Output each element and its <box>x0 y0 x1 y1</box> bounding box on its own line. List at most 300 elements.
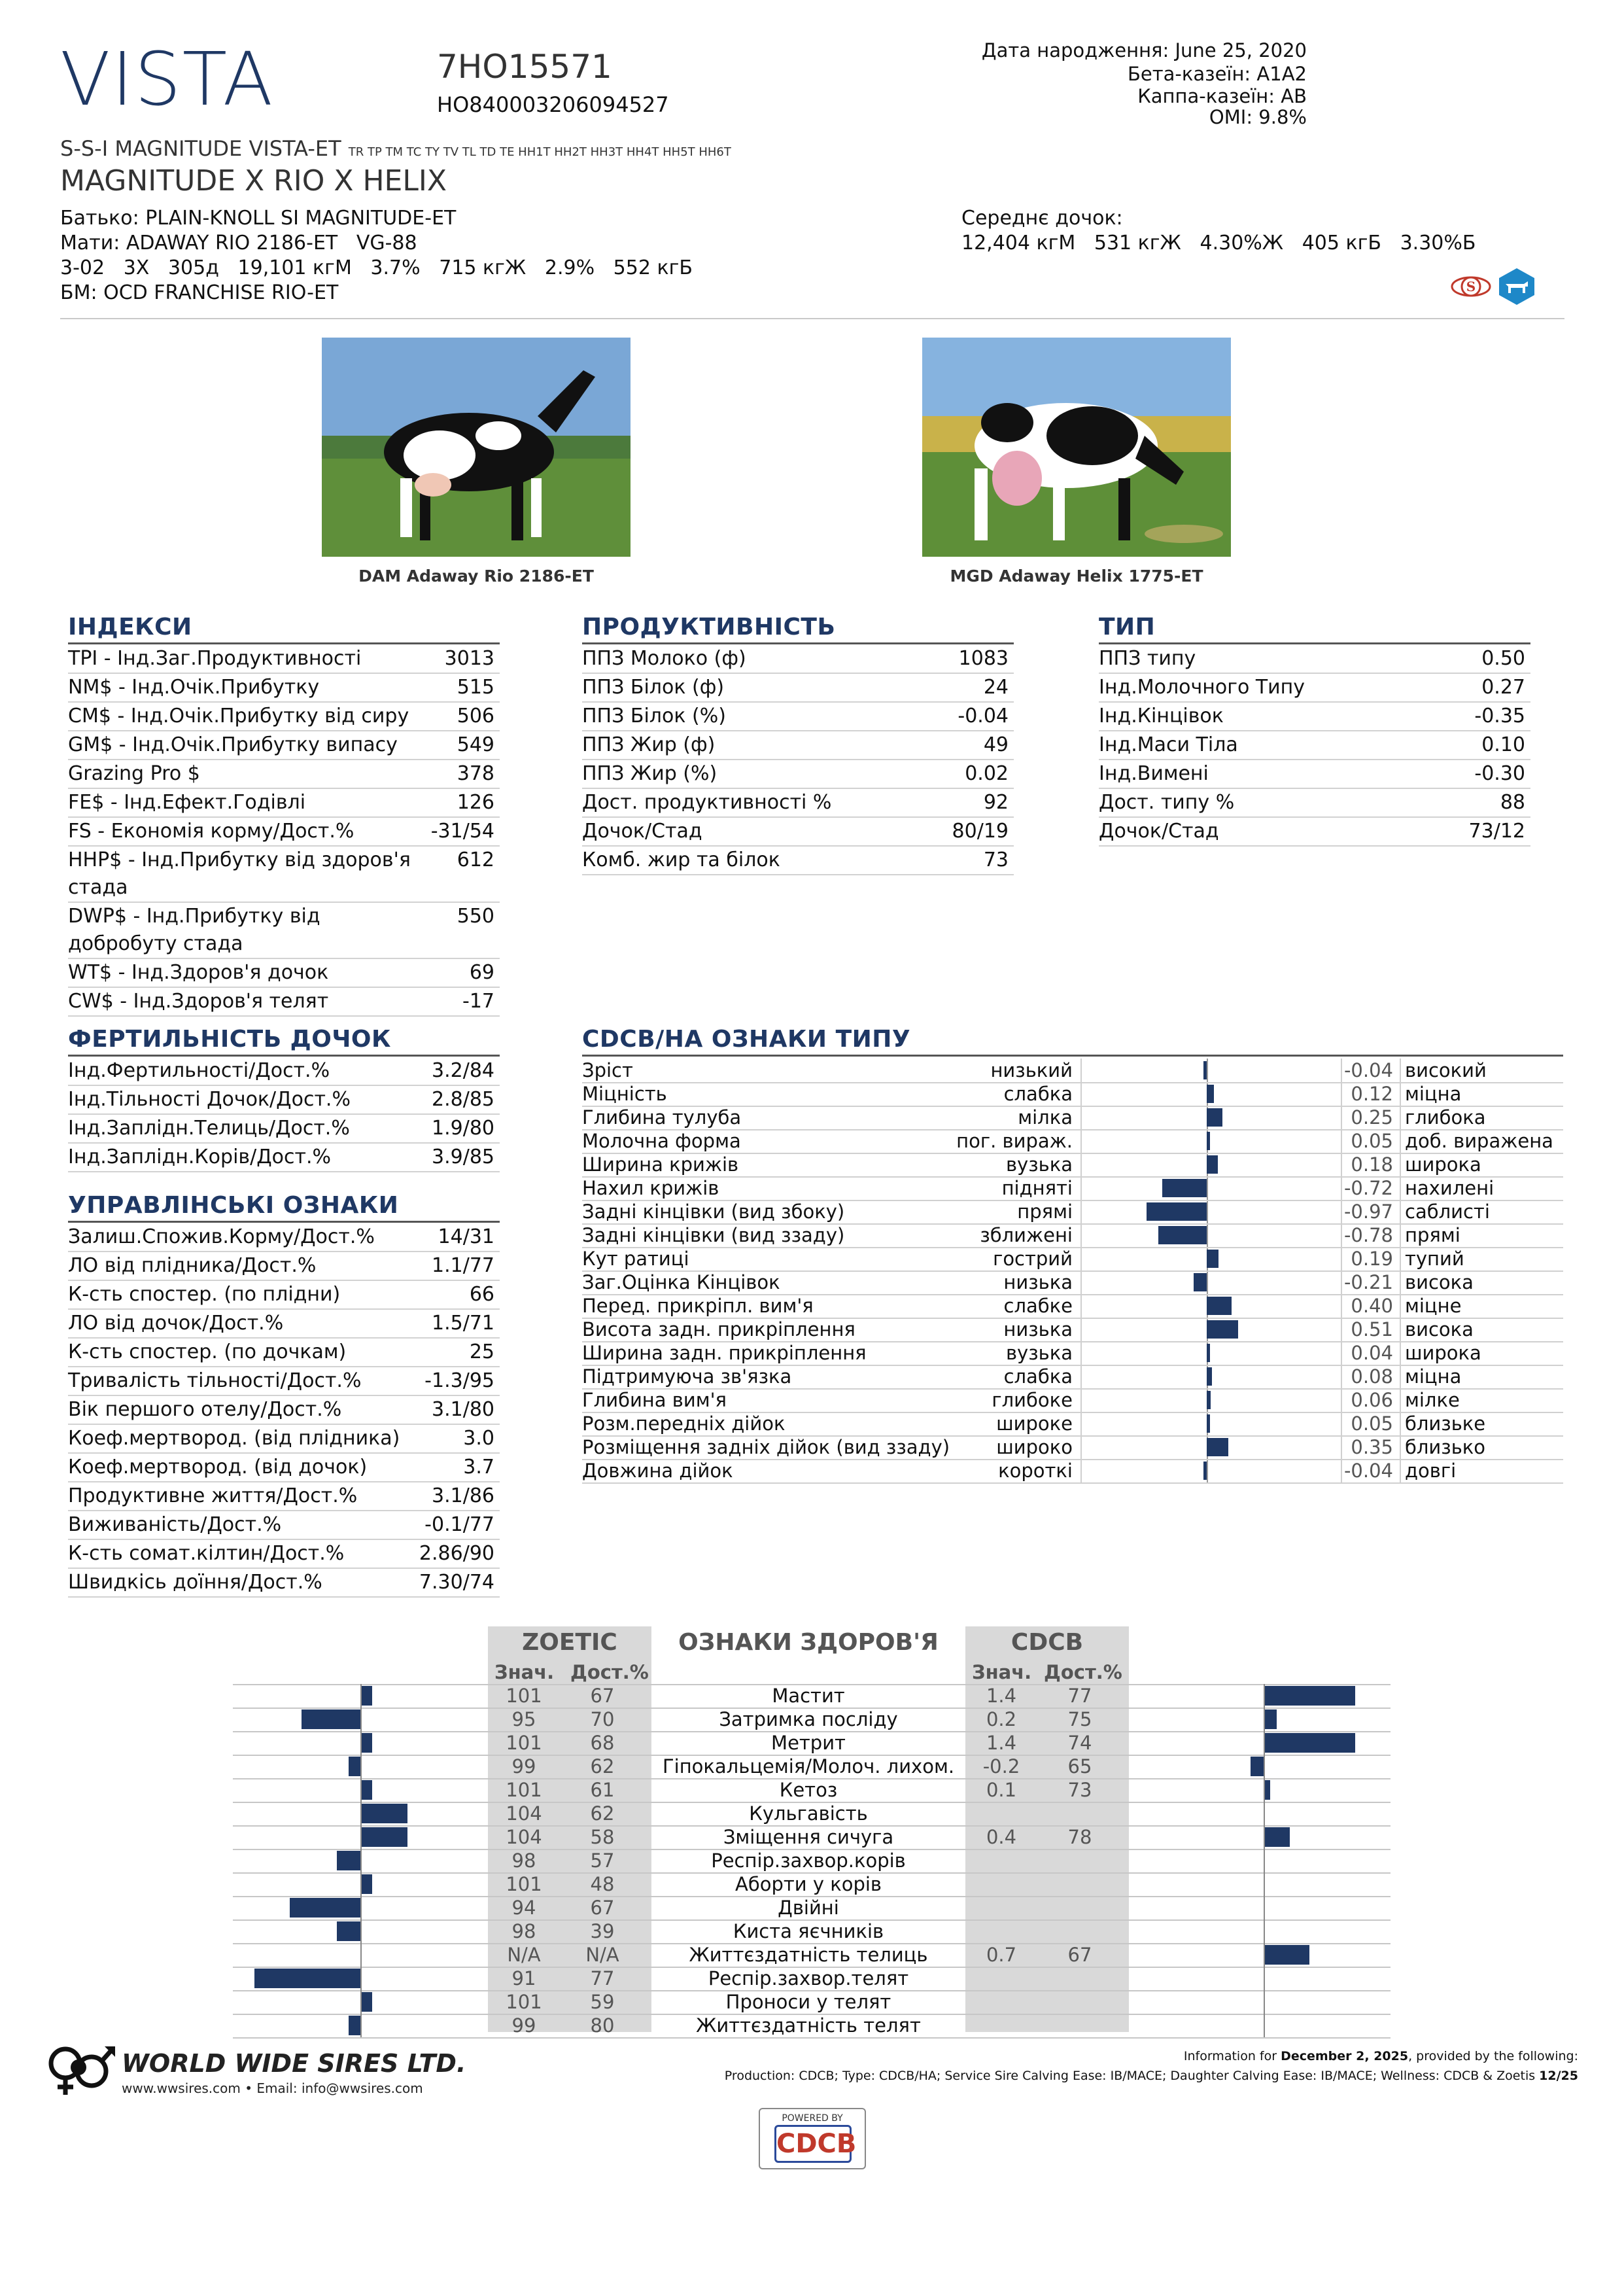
production-value: 24 <box>983 676 1009 699</box>
health-row <box>233 1872 1391 1897</box>
type-summary-value: -0.35 <box>1474 705 1525 727</box>
trait-high-label: висока <box>1405 1271 1474 1293</box>
zoetis-rel: 80 <box>590 2014 615 2037</box>
health-header-row <box>233 1660 1391 1685</box>
trait-high-label: довгі <box>1405 1460 1457 1482</box>
trait-high-label: мілке <box>1405 1389 1460 1411</box>
management-value: 3.1/80 <box>432 1398 494 1421</box>
type-traits-title: CDCB/НА ОЗНАКИ ТИПУ <box>582 1026 911 1053</box>
index-value: -17 <box>462 990 494 1013</box>
trait-value: -0.78 <box>1343 1224 1393 1246</box>
type-summary-row <box>1099 760 1530 789</box>
production-label: ППЗ Білок (%) <box>582 705 726 727</box>
index-label: CM$ - Інд.Очік.Прибутку від сиру <box>68 705 409 727</box>
trait-high-label: висока <box>1405 1318 1474 1340</box>
trait-low-label: вузька <box>1005 1153 1073 1176</box>
trait-high-label: високий <box>1405 1059 1487 1081</box>
health-title: ОЗНАКИ ЗДОРОВ'Я <box>678 1629 939 1656</box>
type-summary-label: Дочок/Стад <box>1099 820 1219 843</box>
cdcb-rel: 75 <box>1067 1708 1092 1730</box>
trait-value: 0.51 <box>1351 1318 1393 1340</box>
production-value: -0.04 <box>958 705 1009 727</box>
index-row <box>68 903 500 959</box>
type-summary-row <box>1099 645 1530 674</box>
trait-bar <box>1207 1085 1214 1103</box>
trait-low-label: зближені <box>980 1224 1073 1246</box>
production-label: ППЗ Жир (ф) <box>582 733 716 756</box>
zoetis-value: 98 <box>511 1920 536 1942</box>
type-summary-row <box>1099 731 1530 760</box>
trait-name: Заг.Оцінка Кінцівок <box>582 1271 780 1293</box>
dam-photo-caption: DAM Adaway Rio 2186-ET <box>358 567 594 586</box>
management-label: ЛО від дочок/Дост.% <box>68 1312 284 1335</box>
zoetis-bar <box>337 1851 360 1870</box>
zoetis-bar <box>360 1827 407 1847</box>
trait-value: 0.19 <box>1351 1248 1393 1270</box>
health-trait-name: Метрит <box>771 1732 846 1754</box>
health-row <box>233 1755 1391 1779</box>
management-value: 3.0 <box>463 1427 494 1450</box>
cdcb-bar <box>1264 1945 1309 1965</box>
dam-photo <box>322 338 631 557</box>
registration-number: HO840003206094527 <box>437 92 669 117</box>
type-summary-label: Дост. типу % <box>1099 791 1235 814</box>
index-value: 612 <box>457 849 494 871</box>
cdcb-bar <box>1251 1757 1264 1776</box>
info-prefix: Information for <box>1183 2049 1281 2063</box>
production-value: 0.02 <box>965 762 1009 785</box>
fertility-row <box>68 1057 500 1086</box>
zoetis-rel: N/A <box>585 1944 619 1966</box>
zoetis-value: N/A <box>507 1944 541 1966</box>
bull-code: 7HO15571 <box>437 48 612 86</box>
zoetis-value: 101 <box>506 1685 542 1707</box>
zoetis-value: 101 <box>506 1732 542 1754</box>
production-row <box>582 645 1014 674</box>
info-code: 12/25 <box>1539 2069 1578 2083</box>
trait-name: Ширина задн. прикріплення <box>582 1342 867 1364</box>
health-trait-name: Кульгавість <box>749 1802 868 1825</box>
type-trait-row <box>582 1200 1563 1225</box>
cdcb-value: 0.1 <box>986 1779 1017 1801</box>
index-row <box>68 731 500 760</box>
management-value: 1.5/71 <box>432 1312 494 1335</box>
trait-bar <box>1207 1391 1211 1409</box>
health-trait-name: Життєздатність телиць <box>689 1944 928 1966</box>
trait-bar <box>1203 1061 1207 1079</box>
management-label: Коеф.мертвород. (від плідника) <box>68 1427 400 1450</box>
management-row <box>68 1511 500 1540</box>
zoetis-bar <box>360 1874 372 1894</box>
production-label: ППЗ Жир (%) <box>582 762 717 785</box>
cdcb-rel: 77 <box>1067 1685 1092 1707</box>
production-value: 1083 <box>958 647 1009 670</box>
cdcb-rel: 67 <box>1067 1944 1092 1966</box>
management-value: 1.1/77 <box>432 1254 494 1277</box>
full-name: S-S-I MAGNITUDE VISTA-ET <box>60 136 341 161</box>
trait-value: 0.18 <box>1351 1153 1393 1176</box>
type-summary-value: 0.10 <box>1481 733 1525 756</box>
trait-low-label: широке <box>996 1412 1073 1435</box>
trait-bar <box>1207 1108 1222 1127</box>
cdcb-bar <box>1264 1733 1355 1753</box>
zoetis-value: 94 <box>511 1897 536 1919</box>
zoetis-rel: 67 <box>590 1897 615 1919</box>
mgd-line: БМ: OCD FRANCHISE RIO-ET <box>60 281 339 304</box>
pedigree: MAGNITUDE X RIO X HELIX <box>60 164 447 198</box>
index-row <box>68 789 500 818</box>
trait-bar <box>1207 1297 1232 1315</box>
zoetis-bar <box>360 1686 372 1706</box>
type-trait-row <box>582 1106 1563 1130</box>
index-row <box>68 645 500 674</box>
type-summary-row <box>1099 789 1530 818</box>
production-row <box>582 703 1014 731</box>
zoetis-bar <box>360 1804 407 1823</box>
index-label: HHP$ - Інд.Прибутку від здоров'я стада <box>68 849 411 899</box>
trait-high-label: доб. виражена <box>1405 1130 1553 1152</box>
type-trait-row <box>582 1341 1563 1366</box>
zoetis-bar <box>360 1733 372 1753</box>
cdcb-logo-text: CDCB <box>774 2125 852 2163</box>
trait-bar <box>1207 1414 1210 1433</box>
index-label: Grazing Pro $ <box>68 762 200 785</box>
management-label: К-сть сомат.кілтин/Дост.% <box>68 1542 345 1565</box>
type-trait-row <box>582 1059 1563 1083</box>
trait-bar <box>1207 1132 1210 1150</box>
cdcb-bar <box>1264 1827 1290 1847</box>
trait-value: 0.06 <box>1351 1389 1393 1411</box>
health-row <box>233 1825 1391 1850</box>
management-row <box>68 1223 500 1252</box>
type-trait-row <box>582 1247 1563 1272</box>
zoetis-rel: 57 <box>590 1849 615 1872</box>
type-summary-row <box>1099 818 1530 847</box>
trait-name: Задні кінцівки (вид збоку) <box>582 1200 845 1223</box>
trait-high-label: глибока <box>1405 1106 1486 1129</box>
index-value: 515 <box>457 676 494 699</box>
zoetis-rel-header: Дост.% <box>570 1661 649 1683</box>
health-row <box>233 1778 1391 1803</box>
zoetis-value: 104 <box>506 1802 542 1825</box>
trait-name: Зріст <box>582 1059 633 1081</box>
health-row <box>233 1684 1391 1709</box>
trait-high-label: нахилені <box>1405 1177 1494 1199</box>
zoetis-bar <box>349 2016 360 2035</box>
production-row <box>582 789 1014 818</box>
trait-value: 0.04 <box>1351 1342 1393 1364</box>
zoetis-value: 101 <box>506 1779 542 1801</box>
zoetis-rel: 39 <box>590 1920 615 1942</box>
index-label: DWP$ - Інд.Прибутку від добробуту стада <box>68 905 320 955</box>
management-label: Вік першого отелу/Дост.% <box>68 1398 342 1421</box>
management-value: 3.1/86 <box>432 1484 494 1507</box>
cdcb-title: CDCB <box>1011 1629 1084 1656</box>
trait-low-label: слабка <box>1003 1365 1073 1388</box>
info-suffix: , provided by the following: <box>1408 2049 1578 2063</box>
trait-name: Молочна форма <box>582 1130 741 1152</box>
cdcb-rel-header: Дост.% <box>1044 1661 1122 1683</box>
trait-low-label: низька <box>1003 1271 1073 1293</box>
management-row <box>68 1540 500 1569</box>
production-label: Дост. продуктивності % <box>582 791 832 814</box>
trait-bar <box>1207 1320 1238 1339</box>
daughters-avg-values: 12,404 кгМ 531 кгЖ 4.30%Ж 405 кгБ 3.30%Б <box>961 232 1476 254</box>
trait-high-label: близько <box>1405 1436 1486 1458</box>
fertility-row <box>68 1115 500 1144</box>
trait-value: 0.25 <box>1351 1106 1393 1129</box>
fertility-label: Інд.Заплідн.Телиць/Дост.% <box>68 1117 350 1140</box>
management-row <box>68 1367 500 1396</box>
cdcb-bar <box>1264 1709 1277 1729</box>
trait-value: 0.08 <box>1351 1365 1393 1388</box>
management-row <box>68 1569 500 1598</box>
zoetis-bar <box>254 1969 360 1988</box>
management-value: 66 <box>469 1283 494 1306</box>
trait-name: Ширина крижів <box>582 1153 739 1176</box>
production-row <box>582 674 1014 703</box>
management-value: 25 <box>469 1340 494 1363</box>
cdcb-powered-logo <box>759 2108 866 2169</box>
trait-low-label: вузька <box>1005 1342 1073 1364</box>
production-value: 80/19 <box>952 820 1009 843</box>
index-value: 3013 <box>444 647 494 670</box>
zoetis-rel: 62 <box>590 1802 615 1825</box>
index-title: ІНДЕКСИ <box>68 614 192 640</box>
cdcb-rel: 78 <box>1067 1826 1092 1848</box>
trait-name: Кут ратиці <box>582 1248 689 1270</box>
zoetis-value: 101 <box>506 1991 542 2013</box>
trait-value: -0.72 <box>1343 1177 1393 1199</box>
trait-high-label: міцна <box>1405 1365 1462 1388</box>
trait-codes: TR TP TM TC TY TV TL TD TE HH1T HH2T HH3T HH4T HH5T HH6T <box>348 145 731 159</box>
trait-name: Глибина тулуба <box>582 1106 742 1129</box>
health-trait-name: Зміщення сичуга <box>723 1826 894 1848</box>
bull-name: VISTA <box>60 37 275 122</box>
select-sires-logo <box>1451 268 1491 305</box>
health-row <box>233 1802 1391 1827</box>
trait-value: -0.97 <box>1343 1200 1393 1223</box>
management-label: ЛО від плідника/Дост.% <box>68 1254 317 1277</box>
trait-value: 0.12 <box>1351 1083 1393 1105</box>
cdcb-bar <box>1264 1686 1355 1706</box>
type-summary-label: Інд.Молочного Типу <box>1099 676 1305 699</box>
cdcb-value: 0.4 <box>986 1826 1017 1848</box>
trait-low-label: глибоке <box>992 1389 1073 1411</box>
fertility-title: ФЕРТИЛЬНІСТЬ ДОЧОК <box>68 1026 391 1053</box>
type-trait-row <box>582 1153 1563 1178</box>
zoetis-value: 104 <box>506 1826 542 1848</box>
fertility-value: 3.9/85 <box>432 1146 494 1168</box>
index-row <box>68 847 500 903</box>
index-row <box>68 760 500 789</box>
health-trait-name: Проноси у телят <box>725 1991 891 2013</box>
trait-low-label: короткі <box>998 1460 1073 1482</box>
health-row <box>233 1943 1391 1968</box>
cdcb-rel: 74 <box>1067 1732 1092 1754</box>
trait-high-label: міцна <box>1405 1083 1462 1105</box>
trait-name: Розміщення задніх дійок (вид ззаду) <box>582 1436 950 1458</box>
health-trait-name: Мастит <box>772 1685 845 1707</box>
trait-bar <box>1207 1250 1218 1268</box>
trait-high-label: широка <box>1405 1153 1481 1176</box>
trait-low-label: слабка <box>1003 1083 1073 1105</box>
zoetis-rel: 59 <box>590 1991 615 2013</box>
management-label: Залиш.Спожив.Корму/Дост.% <box>68 1225 375 1248</box>
type-summary-row <box>1099 674 1530 703</box>
trait-bar <box>1203 1462 1207 1480</box>
health-row <box>233 1849 1391 1874</box>
zoetis-bar <box>349 1757 360 1776</box>
svg-text:S: S <box>1466 279 1476 294</box>
full-name-line <box>60 136 731 161</box>
health-row <box>233 1731 1391 1756</box>
production-label: Комб. жир та білок <box>582 849 780 871</box>
index-row <box>68 818 500 847</box>
management-row <box>68 1339 500 1367</box>
management-label: К-сть спостер. (по дочкам) <box>68 1340 347 1363</box>
trait-name: Підтримуюча зв'язка <box>582 1365 792 1388</box>
production-label: Дочок/Стад <box>582 820 702 843</box>
cdcb-value: 0.7 <box>986 1944 1017 1966</box>
kappa-casein: Каппа-казеїн: AB <box>1137 85 1307 107</box>
production-label: ППЗ Молоко (ф) <box>582 647 746 670</box>
management-value: 14/31 <box>438 1225 494 1248</box>
production-row <box>582 818 1014 847</box>
index-value: -31/54 <box>430 820 494 843</box>
trait-value: -0.04 <box>1343 1059 1393 1081</box>
cdcb-rel: 73 <box>1067 1779 1092 1801</box>
trait-low-label: слабке <box>1003 1295 1073 1317</box>
production-label: ППЗ Білок (ф) <box>582 676 725 699</box>
management-value: 2.86/90 <box>419 1542 494 1565</box>
management-label: Виживаність/Дост.% <box>68 1513 282 1536</box>
trait-name: Задні кінцівки (вид ззаду) <box>582 1224 845 1246</box>
trait-name: Висота задн. прикріплення <box>582 1318 855 1340</box>
trait-low-label: гострий <box>993 1248 1073 1270</box>
type-summary-value: 0.50 <box>1481 647 1525 670</box>
management-value: 3.7 <box>463 1456 494 1479</box>
omi: OMI: 9.8% <box>1209 106 1307 128</box>
trait-bar <box>1207 1438 1228 1456</box>
management-row <box>68 1252 500 1281</box>
trait-low-label: низька <box>1003 1318 1073 1340</box>
fertility-value: 3.2/84 <box>432 1059 494 1082</box>
cow-badge-icon <box>1496 267 1537 306</box>
management-label: Продуктивне життя/Дост.% <box>68 1484 358 1507</box>
cdcb-value-header: Знач. <box>972 1661 1032 1683</box>
info-sources: Production: CDCB; Type: CDCB/HA; Service Sire Calving Ease: IB/MACE; Daughter Calving Ease: IB/MACE; Wellness: CDCB & Zoetis <box>724 2069 1536 2083</box>
type-summary-label: Інд.Маси Тіла <box>1099 733 1238 756</box>
health-trait-name: Респір.захвор.телят <box>708 1967 909 1989</box>
index-row <box>68 674 500 703</box>
trait-value: 0.05 <box>1351 1130 1393 1152</box>
type-trait-row <box>582 1129 1563 1154</box>
type-trait-row <box>582 1365 1563 1390</box>
health-row <box>233 1896 1391 1921</box>
type-summary-value: 73/12 <box>1468 820 1525 843</box>
type-trait-row <box>582 1082 1563 1107</box>
management-value: -0.1/77 <box>424 1513 494 1536</box>
management-row <box>68 1425 500 1454</box>
health-row <box>233 1708 1391 1732</box>
index-label: TPI - Інд.Заг.Продуктивності <box>68 647 362 670</box>
cdcb-value: -0.2 <box>982 1755 1020 1778</box>
trait-low-label: пог. вираж. <box>956 1130 1073 1152</box>
management-label: Тривалість тільності/Дост.% <box>68 1369 362 1392</box>
type-trait-row <box>582 1459 1563 1484</box>
trait-low-label: низький <box>990 1059 1073 1081</box>
info-date: December 2, 2025 <box>1281 2049 1409 2063</box>
management-row <box>68 1281 500 1310</box>
zoetis-rel: 67 <box>590 1685 615 1707</box>
type-trait-row <box>582 1176 1563 1201</box>
management-label: Коеф.мертвород. (від дочок) <box>68 1456 368 1479</box>
production-value: 49 <box>983 733 1009 756</box>
type-trait-row <box>582 1435 1563 1460</box>
zoetis-rel: 62 <box>590 1755 615 1778</box>
trait-high-label: саблисті <box>1405 1200 1490 1223</box>
production-row <box>582 760 1014 789</box>
fertility-label: Інд.Тільності Дочок/Дост.% <box>68 1088 351 1111</box>
trait-high-label: близьке <box>1405 1412 1486 1435</box>
zoetis-title: ZOETIC <box>522 1629 617 1656</box>
trait-value: 0.35 <box>1351 1436 1393 1458</box>
type-summary-value: 88 <box>1500 791 1525 814</box>
fertility-label: Інд.Заплідн.Корів/Дост.% <box>68 1146 331 1168</box>
index-value: 506 <box>457 705 494 727</box>
type-summary-value: 0.27 <box>1481 676 1525 699</box>
index-row <box>68 703 500 731</box>
daughters-avg-label: Середнє дочок: <box>961 207 1123 230</box>
zoetis-rel: 48 <box>590 1873 615 1895</box>
index-label: FE$ - Інд.Ефект.Годівлі <box>68 791 306 814</box>
cdcb-value: 0.2 <box>986 1708 1017 1730</box>
index-value: 126 <box>457 791 494 814</box>
management-row <box>68 1396 500 1425</box>
zoetis-value-header: Знач. <box>494 1661 555 1683</box>
cdcb-value: 1.4 <box>986 1685 1017 1707</box>
health-row <box>233 1967 1391 1991</box>
fertility-row <box>68 1086 500 1115</box>
sire-line: Батько: PLAIN-KNOLL SI MAGNITUDE-ET <box>60 207 457 230</box>
management-value: -1.3/95 <box>424 1369 494 1392</box>
index-row <box>68 988 500 1017</box>
trait-value: -0.04 <box>1343 1460 1393 1482</box>
health-row <box>233 1990 1391 2015</box>
type-summary-title: ТИП <box>1099 614 1156 640</box>
index-row <box>68 959 500 988</box>
health-trait-name: Життєздатність телят <box>696 2014 921 2037</box>
zoetis-value: 95 <box>511 1708 536 1730</box>
management-value: 7.30/74 <box>419 1571 494 1594</box>
zoetis-bar <box>360 1992 372 2012</box>
trait-bar <box>1207 1155 1218 1174</box>
management-row <box>68 1310 500 1339</box>
type-trait-row <box>582 1223 1563 1248</box>
zoetis-rel: 61 <box>590 1779 615 1801</box>
trait-name: Довжина дійок <box>582 1460 733 1482</box>
trait-high-label: міцне <box>1405 1295 1462 1317</box>
powered-by-text: POWERED BY <box>782 2113 843 2124</box>
index-label: NM$ - Інд.Очік.Прибутку <box>68 676 320 699</box>
trait-high-label: широка <box>1405 1342 1481 1364</box>
beta-casein: Бета-казеїн: A1A2 <box>1128 63 1307 85</box>
dam-record: 3-02 3X 305д 19,101 кгМ 3.7% 715 кгЖ 2.9% 552 кгБ <box>60 256 693 279</box>
fertility-value: 2.8/85 <box>432 1088 494 1111</box>
management-label: К-сть спостер. (по плідни) <box>68 1283 341 1306</box>
birth-date: Дата народження: June 25, 2020 <box>981 39 1307 61</box>
